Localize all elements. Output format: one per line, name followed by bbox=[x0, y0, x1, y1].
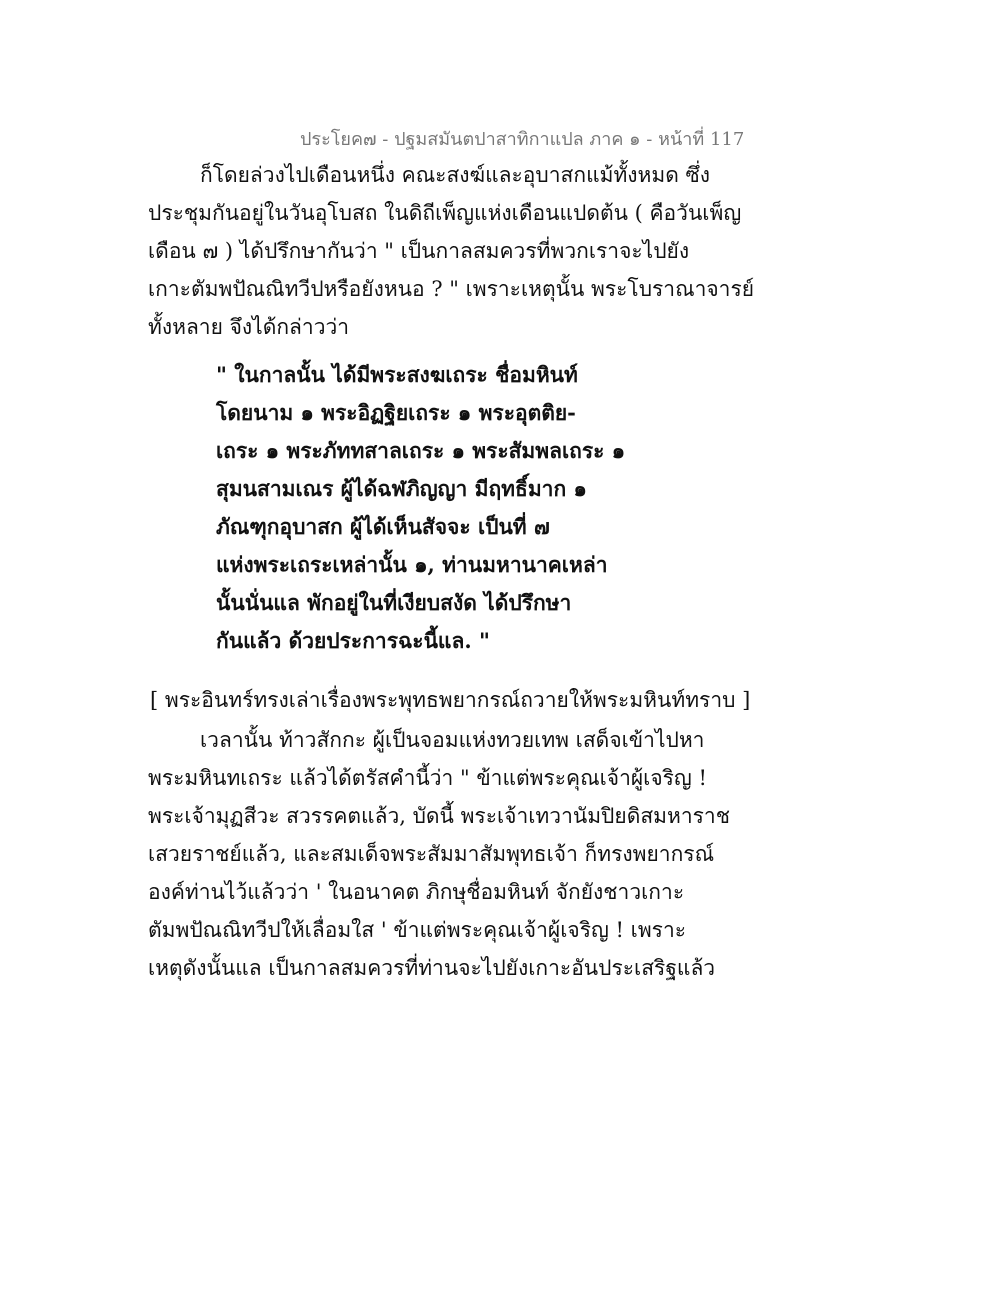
verse-quote bbox=[216, 356, 656, 660]
verse-line: นั้นนั่นแล พักอยู่ในที่เงียบสงัด ได้ปรึกษา bbox=[216, 590, 572, 615]
verse-line: ภัณฑุกอุบาสก ผู้ได้เห็นสัจจะ เป็นที่ ๗ bbox=[216, 514, 550, 539]
verse-line: แห่งพระเถระเหล่านั้น ๑, ท่านมหานาคเหล่า bbox=[216, 552, 608, 577]
paragraph-1-line: ประชุมกันอยู่ในวันอุโบสถ ในดิถีเพ็ญแห่งเดือนแปดต้น ( คือวันเพ็ญ bbox=[148, 201, 742, 225]
paragraph-2-line: เวลานั้น ท้าวสักกะ ผู้เป็นจอมแห่งทวยเทพ เสด็จเข้าไปหา bbox=[200, 728, 705, 752]
paragraph-2-line: เสวยราชย์แล้ว, และสมเด็จพระสัมมาสัมพุทธเจ้า ก็ทรงพยากรณ์ bbox=[148, 842, 715, 866]
verse-line: " ในกาลนั้น ได้มีพระสงฆเถระ ชื่อมหินท์ bbox=[216, 362, 578, 387]
verse-line: เถระ ๑ พระภัททสาลเถระ ๑ พระสัมพลเถระ ๑ bbox=[216, 438, 626, 463]
section-heading: [ พระอินทร์ทรงเล่าเรื่องพระพุทธพยากรณ์ถวายให้พระมหินท์ทราบ ] bbox=[150, 688, 751, 712]
verse-line: โดยนาม ๑ พระอิฏฐิยเถระ ๑ พระอุตติย- bbox=[216, 400, 576, 425]
verse-line: สุมนสามเณร ผู้ได้ฉฬภิญญา มีฤทธิ์มาก ๑ bbox=[216, 476, 587, 501]
paragraph-2-line: พระเจ้ามุฏสีวะ สวรรคตแล้ว, บัดนี้ พระเจ้าเทวานัมปิยดิสมหาราช bbox=[148, 804, 730, 828]
paragraph-2-line: เหตุดังนั้นแล เป็นกาลสมควรที่ท่านจะไปยังเกาะอันประเสริฐแล้ว bbox=[148, 956, 716, 980]
paragraph-2-line: ตัมพปัณณิทวีปให้เลื่อมใส ' ข้าแต่พระคุณเจ้าผู้เจริญ ! เพราะ bbox=[148, 918, 687, 942]
paragraph-1-line: ก็โดยล่วงไปเดือนหนึ่ง คณะสงฆ์และอุบาสกแม้ทั้งหมด ซึ่ง bbox=[200, 163, 711, 187]
paragraph-2-line: องค์ท่านไว้แล้วว่า ' ในอนาคต ภิกษุชื่อมหินท์ จักยังชาวเกาะ bbox=[148, 880, 685, 904]
running-header: ประโยค๗ - ปฐมสมันตปาสาทิกาแปล ภาค ๑ - หน้าที่ 117 bbox=[300, 129, 745, 150]
paragraph-1-line: เดือน ๗ ) ได้ปรึกษากันว่า " เป็นกาลสมควรที่พวกเราจะไปยัง bbox=[148, 239, 690, 263]
paragraph-2-line: พระมหินทเถระ แล้วได้ตรัสคำนี้ว่า " ข้าแต่พระคุณเจ้าผู้เจริญ ! bbox=[148, 766, 707, 790]
paragraph-1-line: ทั้งหลาย จึงได้กล่าวว่า bbox=[148, 315, 350, 339]
paragraph-2 bbox=[148, 721, 730, 987]
paragraph-1 bbox=[148, 156, 755, 346]
paragraph-1-line: เกาะตัมพปัณณิทวีปหรือยังหนอ ? " เพราะเหตุนั้น พระโบราณาจารย์ bbox=[148, 277, 755, 301]
verse-line: กันแล้ว ด้วยประการฉะนี้แล. " bbox=[216, 628, 490, 653]
